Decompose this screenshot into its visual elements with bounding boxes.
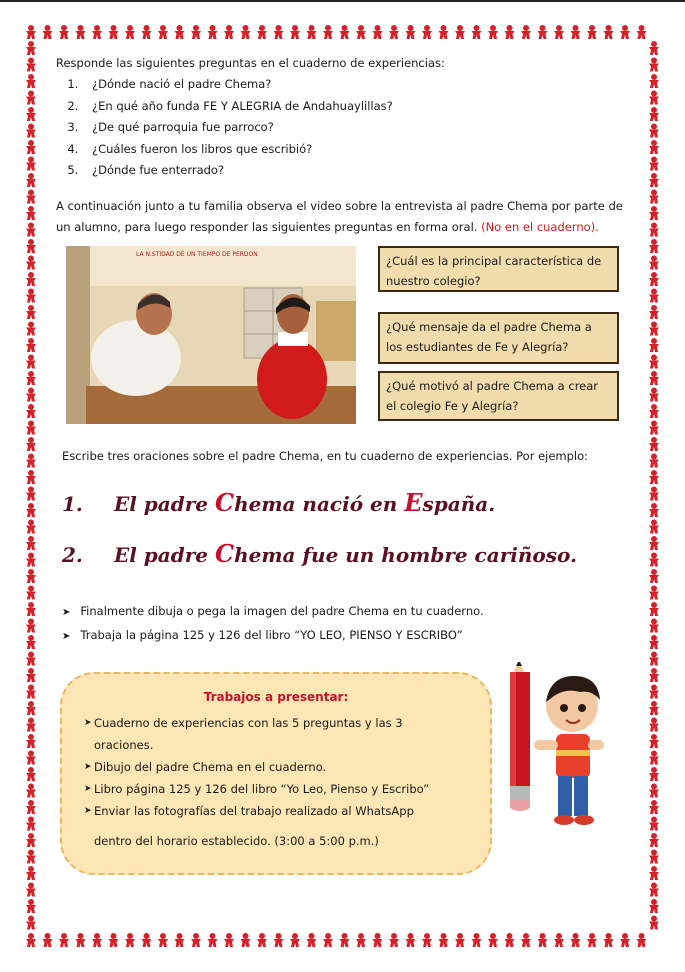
border-figure	[26, 833, 36, 847]
escribe-instruction: Escribe tres oraciones sobre el padre Chema, en tu cuaderno de experiencias. Por ejemplo:	[62, 449, 589, 463]
border-figure	[26, 536, 36, 550]
border-figure	[649, 124, 659, 138]
border-figure	[649, 586, 659, 600]
border-figure	[389, 25, 399, 39]
border-figure	[26, 421, 36, 435]
border-figure	[26, 916, 36, 930]
border-figure	[406, 933, 416, 947]
border-figure	[649, 553, 659, 567]
border-figure	[649, 239, 659, 253]
border-figure	[92, 25, 102, 39]
border-figure	[26, 206, 36, 220]
border-figure	[649, 619, 659, 633]
border-figure	[26, 239, 36, 253]
border-figure	[649, 157, 659, 171]
border-figure	[649, 800, 659, 814]
border-figure	[26, 437, 36, 451]
border-figure	[554, 933, 564, 947]
border-figure	[257, 25, 267, 39]
border-figure	[373, 25, 383, 39]
border-figure	[649, 437, 659, 451]
interview-photo	[66, 246, 356, 424]
video-paragraph	[56, 196, 638, 238]
border-figure	[26, 388, 36, 402]
example-sentence	[62, 488, 495, 517]
example-capital: C	[214, 539, 235, 568]
border-figure	[472, 25, 482, 39]
border-figure	[26, 91, 36, 105]
border-figure	[26, 305, 36, 319]
border-figure	[208, 25, 218, 39]
border-figure	[649, 668, 659, 682]
border-figure	[649, 58, 659, 72]
border-figure	[649, 190, 659, 204]
border-figure	[649, 602, 659, 616]
deliverables-list	[84, 712, 480, 852]
border-figure	[26, 883, 36, 897]
border-figure	[649, 685, 659, 699]
border-figure	[26, 272, 36, 286]
border-figure	[649, 652, 659, 666]
border-figure	[175, 933, 185, 947]
border-figure	[649, 487, 659, 501]
border-figure	[26, 701, 36, 715]
border-figure	[142, 933, 152, 947]
border-figure	[356, 933, 366, 947]
border-figure	[406, 25, 416, 39]
border-figure	[521, 933, 531, 947]
border-figure	[538, 25, 548, 39]
border-figure	[649, 140, 659, 154]
border-figure	[649, 916, 659, 930]
border-figure	[649, 173, 659, 187]
border-figure	[191, 933, 201, 947]
border-figure	[538, 933, 548, 947]
border-figure	[125, 25, 135, 39]
border-figure	[26, 41, 36, 55]
border-figure	[26, 685, 36, 699]
example-part: spaña.	[422, 492, 496, 516]
border-figure	[505, 933, 515, 947]
border-figure	[356, 25, 366, 39]
border-figure	[649, 305, 659, 319]
deliverables-title: Trabajos a presentar:	[203, 690, 349, 704]
border-figure	[649, 784, 659, 798]
photo-banner-text: LA N.STIDAD DE UN TIEMPO DE PERDON	[136, 251, 258, 258]
border-figure	[649, 503, 659, 517]
oral-question-box: ¿Qué motivó al padre Chema a crear el colegio Fe y Alegría?	[378, 371, 619, 421]
border-figure	[26, 107, 36, 121]
border-figure	[274, 933, 284, 947]
border-figure	[488, 25, 498, 39]
border-figure	[340, 25, 350, 39]
border-figure	[649, 388, 659, 402]
border-figure	[649, 41, 659, 55]
border-figure	[649, 355, 659, 369]
border-figure	[439, 933, 449, 947]
border-figure	[521, 25, 531, 39]
example-part: hema fue un hombre cariñoso.	[234, 543, 577, 567]
border-figure	[26, 74, 36, 88]
border-figure	[26, 586, 36, 600]
border-figure	[76, 933, 86, 947]
border-figure	[649, 256, 659, 270]
example-part: El padre	[114, 492, 215, 516]
border-figure	[649, 338, 659, 352]
border-figure	[26, 289, 36, 303]
border-figure	[649, 850, 659, 864]
border-figure	[587, 25, 597, 39]
border-figure	[649, 272, 659, 286]
border-figure	[224, 933, 234, 947]
border-figure	[649, 883, 659, 897]
border-figure	[142, 25, 152, 39]
border-figure	[649, 454, 659, 468]
border-figure	[26, 503, 36, 517]
border-figure	[571, 25, 581, 39]
border-figure	[649, 701, 659, 715]
border-figure	[26, 404, 36, 418]
border-figure	[76, 25, 86, 39]
border-figure	[26, 602, 36, 616]
border-figure	[323, 25, 333, 39]
border-figure	[92, 933, 102, 947]
border-figure	[26, 487, 36, 501]
example-sentence	[62, 539, 577, 568]
border-figure	[290, 933, 300, 947]
page-top-rule	[0, 0, 685, 2]
border-figure	[26, 718, 36, 732]
border-figure	[26, 256, 36, 270]
border-figure	[26, 767, 36, 781]
border-figure	[422, 25, 432, 39]
border-figure	[109, 25, 119, 39]
border-figure	[208, 933, 218, 947]
border-figure	[26, 569, 36, 583]
example-part: hema nació en	[234, 492, 405, 516]
deliverable-item: ➤ Cuaderno de experiencias con las 5 preguntas y las 3	[84, 712, 480, 734]
border-figure	[26, 355, 36, 369]
border-figure	[649, 404, 659, 418]
border-figure	[323, 933, 333, 947]
border-figure	[191, 25, 201, 39]
example-part: El padre	[114, 543, 215, 567]
border-figure	[649, 206, 659, 220]
border-figure	[439, 25, 449, 39]
border-figure	[257, 933, 267, 947]
example-capital: C	[214, 488, 235, 517]
oral-question-box: ¿Qué mensaje da el padre Chema a los estudiantes de Fe y Alegría?	[378, 312, 619, 364]
border-figure	[26, 470, 36, 484]
border-figure	[649, 371, 659, 385]
border-figure	[649, 866, 659, 880]
border-figure	[649, 767, 659, 781]
border-figure	[26, 933, 36, 947]
video-paragraph-text: A continuación junto a tu familia observa el video sobre la entrevista al padre Chema por parte de un alumno, para luego responder las siguientes preguntas en forma oral.	[56, 199, 623, 234]
border-figure	[26, 619, 36, 633]
border-figure	[26, 652, 36, 666]
question-item: 4. ¿Cuáles fueron los libros que escribió?	[82, 139, 393, 161]
question-item: 3. ¿De qué parroquia fue parroco?	[82, 117, 393, 139]
border-figure	[389, 933, 399, 947]
border-figure	[455, 933, 465, 947]
border-figure	[649, 718, 659, 732]
border-figure	[587, 933, 597, 947]
border-figure	[26, 223, 36, 237]
border-figure	[26, 157, 36, 171]
deliverables-panel	[60, 672, 492, 875]
border-figure	[26, 899, 36, 913]
border-figure	[290, 25, 300, 39]
border-figure	[26, 140, 36, 154]
border-figure	[505, 25, 515, 39]
border-figure	[26, 454, 36, 468]
final-instruction-item: ➤ Finalmente dibuja o pega la imagen del padre Chema en tu cuaderno.	[62, 600, 484, 624]
border-figure	[26, 800, 36, 814]
border-figure	[26, 338, 36, 352]
border-figure	[649, 470, 659, 484]
border-figure	[59, 933, 69, 947]
question-item: 2. ¿En qué año funda FE Y ALEGRIA de Andahuaylillas?	[82, 96, 393, 118]
border-figure	[620, 933, 630, 947]
border-figure	[649, 734, 659, 748]
oral-question-box: ¿Cuál es la principal característica de nuestro colegio?	[378, 246, 619, 292]
border-figure	[26, 817, 36, 831]
border-figure	[637, 25, 647, 39]
border-figure	[43, 933, 53, 947]
border-figure	[340, 933, 350, 947]
border-figure	[26, 58, 36, 72]
question-item: 1. ¿Dónde nació el padre Chema?	[82, 74, 393, 96]
border-figure	[26, 520, 36, 534]
border-figure	[274, 25, 284, 39]
border-figure	[175, 25, 185, 39]
border-figure	[26, 668, 36, 682]
border-figure	[59, 25, 69, 39]
border-figure	[649, 833, 659, 847]
border-figure	[43, 25, 53, 39]
border-figure	[26, 173, 36, 187]
border-figure	[158, 933, 168, 947]
border-figure	[620, 25, 630, 39]
deliverable-item: ➤ Dibujo del padre Chema en el cuaderno.	[84, 756, 480, 778]
question-item: 5. ¿Dónde fue enterrado?	[82, 160, 393, 182]
border-figure	[649, 520, 659, 534]
example-capital: E	[404, 488, 423, 517]
questions-intro: Responde las siguientes preguntas en el cuaderno de experiencias:	[56, 56, 445, 70]
video-paragraph-note: (No en el cuaderno).	[481, 220, 599, 234]
border-figure	[604, 933, 614, 947]
border-figure	[649, 635, 659, 649]
border-figure	[125, 933, 135, 947]
border-figure	[26, 25, 36, 39]
border-figure	[26, 635, 36, 649]
border-figure	[649, 74, 659, 88]
border-figure	[637, 933, 647, 947]
border-figure	[26, 784, 36, 798]
border-figure	[649, 322, 659, 336]
border-figure	[307, 25, 317, 39]
border-figure	[26, 850, 36, 864]
final-instructions	[62, 600, 484, 648]
border-figure	[455, 25, 465, 39]
border-figure	[649, 536, 659, 550]
questions-list	[60, 74, 393, 182]
border-figure	[649, 569, 659, 583]
border-figure	[26, 322, 36, 336]
border-figure	[649, 289, 659, 303]
deliverable-item-continuation: oraciones.	[94, 738, 154, 752]
border-figure	[554, 25, 564, 39]
border-figure	[472, 933, 482, 947]
border-figure	[26, 124, 36, 138]
border-figure	[649, 899, 659, 913]
border-figure	[26, 190, 36, 204]
deliverable-item-continuation: dentro del horario establecido. (3:00 a 5:00 p.m.)	[94, 834, 379, 848]
border-figure	[373, 933, 383, 947]
border-figure	[649, 223, 659, 237]
border-figure	[26, 751, 36, 765]
deliverable-item: ➤ Libro página 125 y 126 del libro “Yo Leo, Pienso y Escribo”	[84, 778, 480, 800]
border-figure	[649, 751, 659, 765]
border-figure	[649, 421, 659, 435]
border-figure	[26, 734, 36, 748]
example-number: 2.	[62, 543, 83, 567]
border-figure	[649, 817, 659, 831]
example-number: 1.	[62, 492, 83, 516]
border-figure	[158, 25, 168, 39]
border-figure	[307, 933, 317, 947]
border-figure	[649, 91, 659, 105]
border-figure	[571, 933, 581, 947]
border-figure	[26, 371, 36, 385]
border-figure	[488, 933, 498, 947]
border-figure	[241, 933, 251, 947]
border-figure	[604, 25, 614, 39]
border-figure	[649, 107, 659, 121]
boy-with-pencil-illustration	[500, 662, 640, 842]
border-figure	[109, 933, 119, 947]
border-figure	[26, 553, 36, 567]
border-figure	[26, 866, 36, 880]
border-figure	[224, 25, 234, 39]
border-figure	[241, 25, 251, 39]
deliverable-item: ➤ Enviar las fotografías del trabajo realizado al WhatsApp	[84, 800, 480, 822]
final-instruction-item: ➤ Trabaja la página 125 y 126 del libro “YO LEO, PIENSO Y ESCRIBO”	[62, 624, 484, 648]
border-figure	[422, 933, 432, 947]
